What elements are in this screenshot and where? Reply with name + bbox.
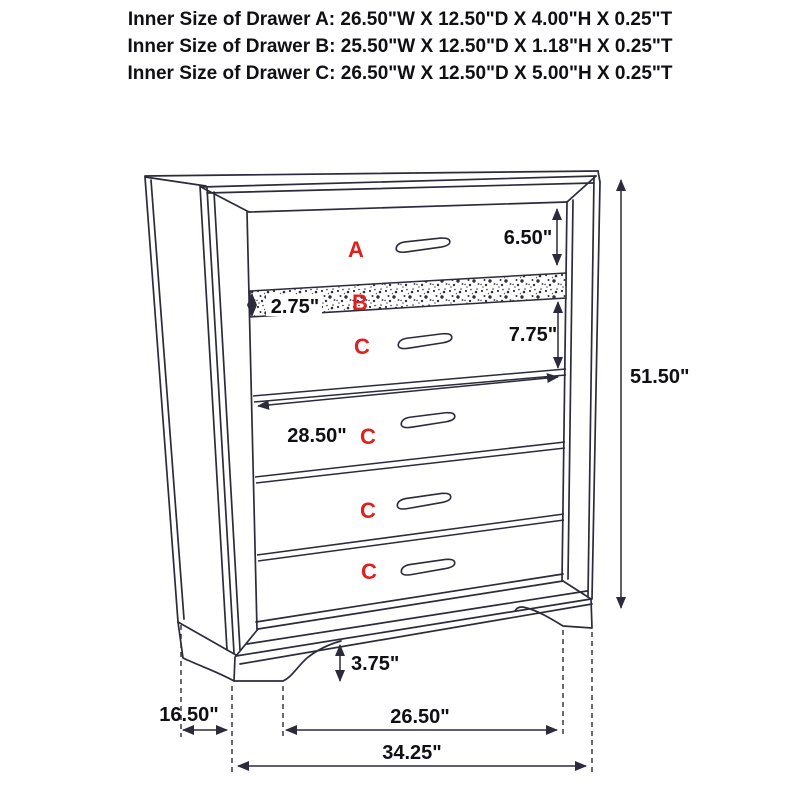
dim-label-drawer-b-height: 2.75" bbox=[270, 296, 320, 318]
drawer-c1-label: C bbox=[354, 334, 370, 359]
drawer-a-label: A bbox=[348, 237, 364, 262]
drawer-b-label: B bbox=[352, 290, 368, 315]
drawer-a-handle bbox=[396, 238, 451, 253]
dim-label-drawer-c-height: 7.75" bbox=[508, 324, 558, 346]
header-line-drawer-b: Inner Size of Drawer B: 25.50"W X 12.50"D X 1.18"H X 0.25"T bbox=[127, 36, 673, 57]
header-line-drawer-a: Inner Size of Drawer A: 26.50"W X 12.50"D X 4.00"H X 0.25"T bbox=[127, 9, 673, 30]
dim-label-drawer-a-height: 6.50" bbox=[503, 227, 553, 249]
dim-label-between-legs-width: 26.50" bbox=[390, 706, 450, 728]
drawer-c2-handle bbox=[401, 412, 456, 428]
dim-label-side-depth: 16.50" bbox=[159, 704, 219, 726]
drawer-c1-handle bbox=[398, 333, 453, 349]
drawer-c4-handle bbox=[401, 559, 456, 576]
side-panel-left-edge bbox=[145, 177, 178, 622]
header-line-drawer-c: Inner Size of Drawer C: 26.50"W X 12.50"D X 5.00"H X 0.25"T bbox=[127, 63, 673, 84]
dim-label-overall-height: 51.50" bbox=[630, 366, 690, 388]
top-edge bbox=[145, 171, 598, 176]
dim-label-leg-height: 3.75" bbox=[351, 653, 400, 675]
dim-label-overall-width: 34.25" bbox=[382, 742, 442, 764]
drawer-c4-label: C bbox=[361, 559, 377, 584]
drawer-c2-label: C bbox=[360, 424, 376, 449]
side-panel-top-edge bbox=[145, 177, 206, 186]
drawer-dividers bbox=[253, 369, 566, 561]
front-right-leg bbox=[515, 599, 592, 628]
side-panel-inner-line bbox=[151, 180, 184, 619]
drawer-c3-label: C bbox=[360, 498, 376, 523]
dim-label-inner-width: 28.50" bbox=[287, 425, 347, 447]
drawer-c3-handle bbox=[397, 493, 452, 510]
